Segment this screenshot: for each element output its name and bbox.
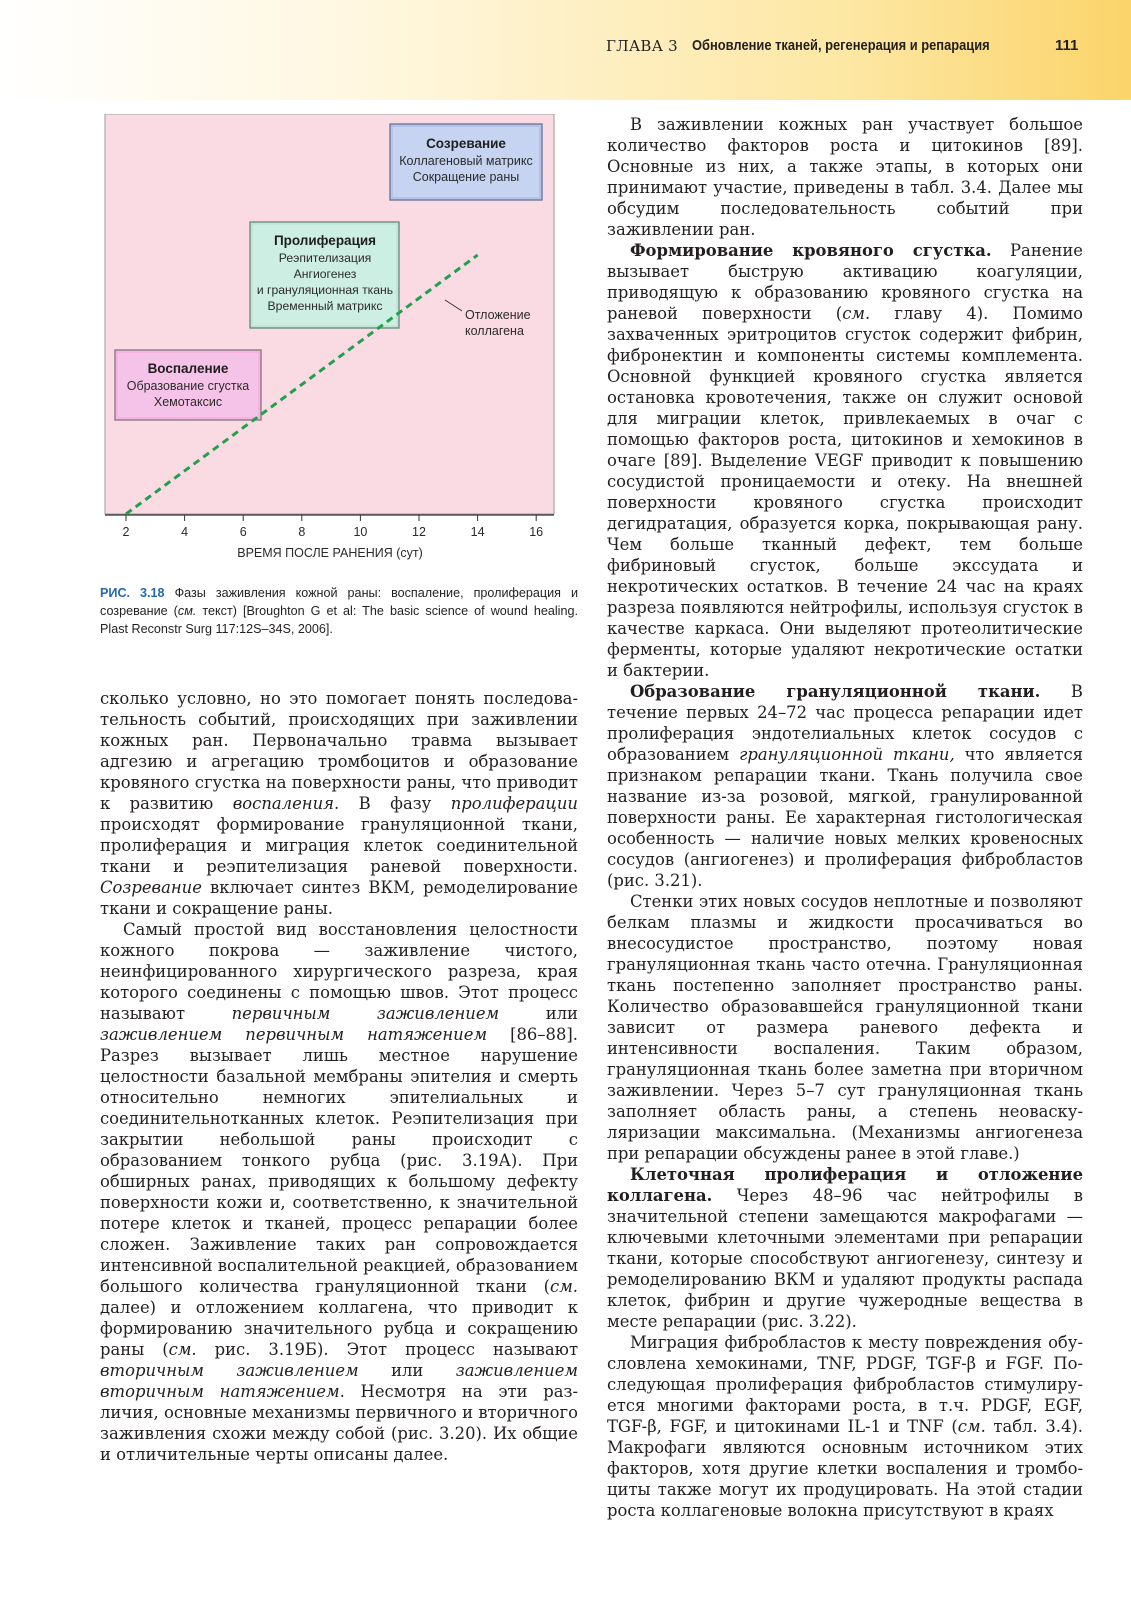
text-run: сколько условно, но это помогает понять последовательность событий, происходящих при заживлении кожных ран. Первоначально травма вызывает адгезию и агрегацию тромбоцитов и образование кровяного сгустка на поверхности раны, что приводит к развитию [100,689,578,813]
x-tick-label: 2 [122,525,130,539]
annotation-collagen-1: Отложение [465,308,531,322]
left-text-column [100,688,578,1465]
text-run: В течение первых 24–72 час процесса репарации идет пролиферация эндотелиальных клеток сосудов с образованием [607,682,1083,764]
phase-line-proliferation-1: Реэпителизация [278,251,372,265]
running-header [0,37,1131,61]
text-run: . В фазу [334,794,451,813]
figure-caption [100,584,578,638]
page-number: 111 [1055,37,1079,54]
italic-term: см. [168,1340,197,1359]
text-run: или [358,1361,456,1380]
caption-text-2: текст) [Broughton G et al: The basic science of wound healing. Plast Reconstr Surg 117:12S–34S, 2006]. [100,604,578,636]
paragraph [100,919,578,1465]
phase-line-maturation-1: Коллагеновый матрикс [399,154,533,168]
x-tick-label: 12 [412,525,426,539]
text-run: происходят формирование грануляционной ткани, пролиферация и миграция клеток соединительной ткани и реэпителизация раневой поверхности. [100,815,578,876]
paragraph [607,240,1083,681]
phase-title-maturation: Созревание [426,136,506,151]
italic-term: Созревание [100,878,202,897]
paragraph [607,1332,1083,1521]
paragraph [607,681,1083,891]
right-text-column [607,114,1083,1521]
chapter-label: ГЛАВА 3 [606,37,678,55]
text-run: рис. 3.19Б). Этот процесс называют [196,1340,579,1359]
text-run: . Несмотря на эти различия, основные механизмы первичного и вторичного заживления схожи между собой (рис. 3.20). Их общие и отличительные черты описаны далее. [100,1382,578,1464]
phase-box-inflammation [115,350,261,420]
phase-title-proliferation: Пролиферация [273,233,377,248]
italic-term: заживлением вторичным натяжением [100,1361,578,1401]
x-tick-label: 14 [470,525,485,539]
phase-line-inflammation-1: Образование сгустка [126,379,250,393]
text-run: включает синтез ВКМ, ремоделирование ткани и сокращение раны. [100,878,578,918]
x-tick-label: 6 [239,525,247,539]
x-axis-label: ВРЕМЯ ПОСЛЕ РАНЕНИЯ (сут) [237,546,423,560]
caption-text-1: Фазы заживления кожной раны: воспаление, пролиферация и созревание ( [100,586,578,618]
italic-term: грануляционной ткани, [739,745,955,764]
phase-line-maturation-2: Сокращение раны [412,170,520,184]
section-heading: Образование грануляционной ткани. [630,682,1041,701]
paragraph [100,688,578,919]
section-heading: Формирование кровяного сгустка. [630,241,992,260]
phase-line-inflammation-2: Хемотаксис [153,395,223,409]
text-run: Через 48–96 час нейтрофилы в значительной степени замещаются макрофагами — ключевыми клеточными элементами при репарации ткани, которые способствуют ангиогенезу, синтезу и ремоделированию ВКМ и удаляют продукты распада клеток, фибрин и другие чужеродные вещества в месте репарации (рис. 3.22). [607,1186,1083,1331]
x-tick-label: 16 [529,525,544,539]
italic-term: вторичным заживлением [100,1361,359,1380]
phase-box-proliferation [250,222,399,328]
italic-term: воспаления [232,794,334,813]
x-ticks [123,515,544,539]
text-run: Миграция фибробластов к месту повреждения обусловлена хемокинами, TNF, PDGF, TGF-β и FGF. Последующая пролиферация фибробластов стимулируется многими факторами роста, в т.ч. PDGF, EGF, TGF-β, FGF, и цитокинами IL-1 и TNF ( [607,1333,1083,1436]
figure-label: РИС. 3.18 [100,586,165,600]
text-run: главу 4). Помимо захваченных эритроцитов сгусток содержит фибрин, фибронектин и компоненты системы комплемента. Основной функцией кровяного сгустка является остановка кровотечения, также он служит основой для миграции клеток, привлекаемых в очаг с помощью факторов роста, цитокинов и хемокинов в очаге [89]. Выделение VEGF приводит к повышению сосудистой проницаемости и отеку. На внешней поверхности кровяного сгустка происходит дегидратация, образуется корка, покрывающая рану. Чем больше тканный дефект, тем больше фибриновый сгусток, больше экссудата и некротических остатков. В течение 24 час на краях разреза появляются нейтрофилы, используя сгусток в качестве каркаса. Они выделяют протеолитические ферменты, которые удаляют некротические остатки и бактерии. [607,304,1083,680]
phase-line-proliferation-3: и грануляционная ткань [256,283,394,297]
figure-wound-healing-phases [100,114,570,644]
text-run: Ранение вызывает быструю активацию коагуляции, приводящую к образованию кровяного сгустка на раневой поверхности ( [607,241,1084,323]
italic-term: первичным заживлением [231,1004,500,1023]
text-run: или [499,1004,578,1023]
text-run: что является признаком репарации ткани. Ткань получила свое название из-за розовой, мягкой, гранулированной поверхности раны. Ее характерная гистологическая особенность — наличие новых мелких кровеносных сосудов (ангиогенез) и пролиферация фибробластов (рис. 3.21). [607,745,1083,890]
phase-box-maturation [390,124,542,200]
phase-line-proliferation-2: Ангиогенез [293,267,357,281]
text-run: Самый простой вид восстановления целостности кожного покрова — заживление чистого, неинфицированного хирургического разреза, края которого соединены с помощью швов. Этот процесс называют [100,920,578,1023]
italic-term: см. [842,304,871,323]
paragraph: В заживлении кожных ран участвует большое количество факторов роста и цитокинов [89]. Основные из них, а также этапы, в которых они принимают участие, приведены в табл. 3.4. Далее мы обсудим последовательность событий при заживлении ран. [607,115,1083,239]
text-run: далее) и отложением коллагена, что приводит к формированию значительного рубца и сокращению раны ( [100,1298,578,1359]
italic-term: пролиферации [450,794,578,813]
section-heading: Клеточная пролиферация и отложение коллагена. [607,1165,1083,1205]
italic-term: см. [550,1277,578,1296]
italic-term: заживлением первичным натяжением [100,1025,488,1044]
x-tick-label: 8 [298,525,306,539]
phase-line-proliferation-4: Временный матрикс [267,299,383,313]
text-run: табл. 3.4). Макрофаги являются основным источником этих факторов, хотя другие клетки воспаления и тромбоциты также могут их продуцировать. На этой стадии роста коллагеновые волокна присутствуют в краях [607,1417,1083,1520]
paragraph [607,1164,1083,1332]
chapter-title: Обновление тканей, регенерация и репарация [692,37,990,54]
text-run: [86–88]. Разрез вызывает лишь местное нарушение целостности базальной мембраны эпителия и смерть относительно немногих эпителиальных и соединительнотканных клеток. Реэпителизация при закрытии небольшой раны происходит с образованием тонкого рубца (рис. 3.19А). При обширных ранах, приводящих к большому дефекту поверхности кожи и, соответственно, к значительной потере клеток и тканей, процесс репарации более сложен. Заживление таких ран сопровождается интенсивной воспалительной реакцией, образованием большого количества грануляционной ткани ( [100,1025,578,1296]
paragraph: Стенки этих новых сосудов неплотные и позволяют белкам плазмы и жидкости просачиваться во внесосудистое пространство, поэтому новая грануляционная ткань часто отечна. Грануляционная ткань постепенно заполняет пространство раны. Количество образовавшейся грануляционной ткани зависит от размера раневого дефекта и интенсивности воспаления. Таким образом, грануляционная ткань более заметна при вторичном заживлении. Через 5–7 сут грануляционная ткань заполняет область раны, а степень неоваскуляризации максимальна. (Механизмы ангиогенеза при репарации обсуждены ранее в этой главе.) [607,892,1083,1163]
x-tick-label: 4 [181,525,189,539]
x-tick-label: 10 [353,525,368,539]
phase-title-inflammation: Воспаление [147,361,229,376]
caption-italic: см. [177,604,197,618]
annotation-collagen-2: коллагена [465,324,524,338]
italic-term: см. [957,1417,986,1436]
